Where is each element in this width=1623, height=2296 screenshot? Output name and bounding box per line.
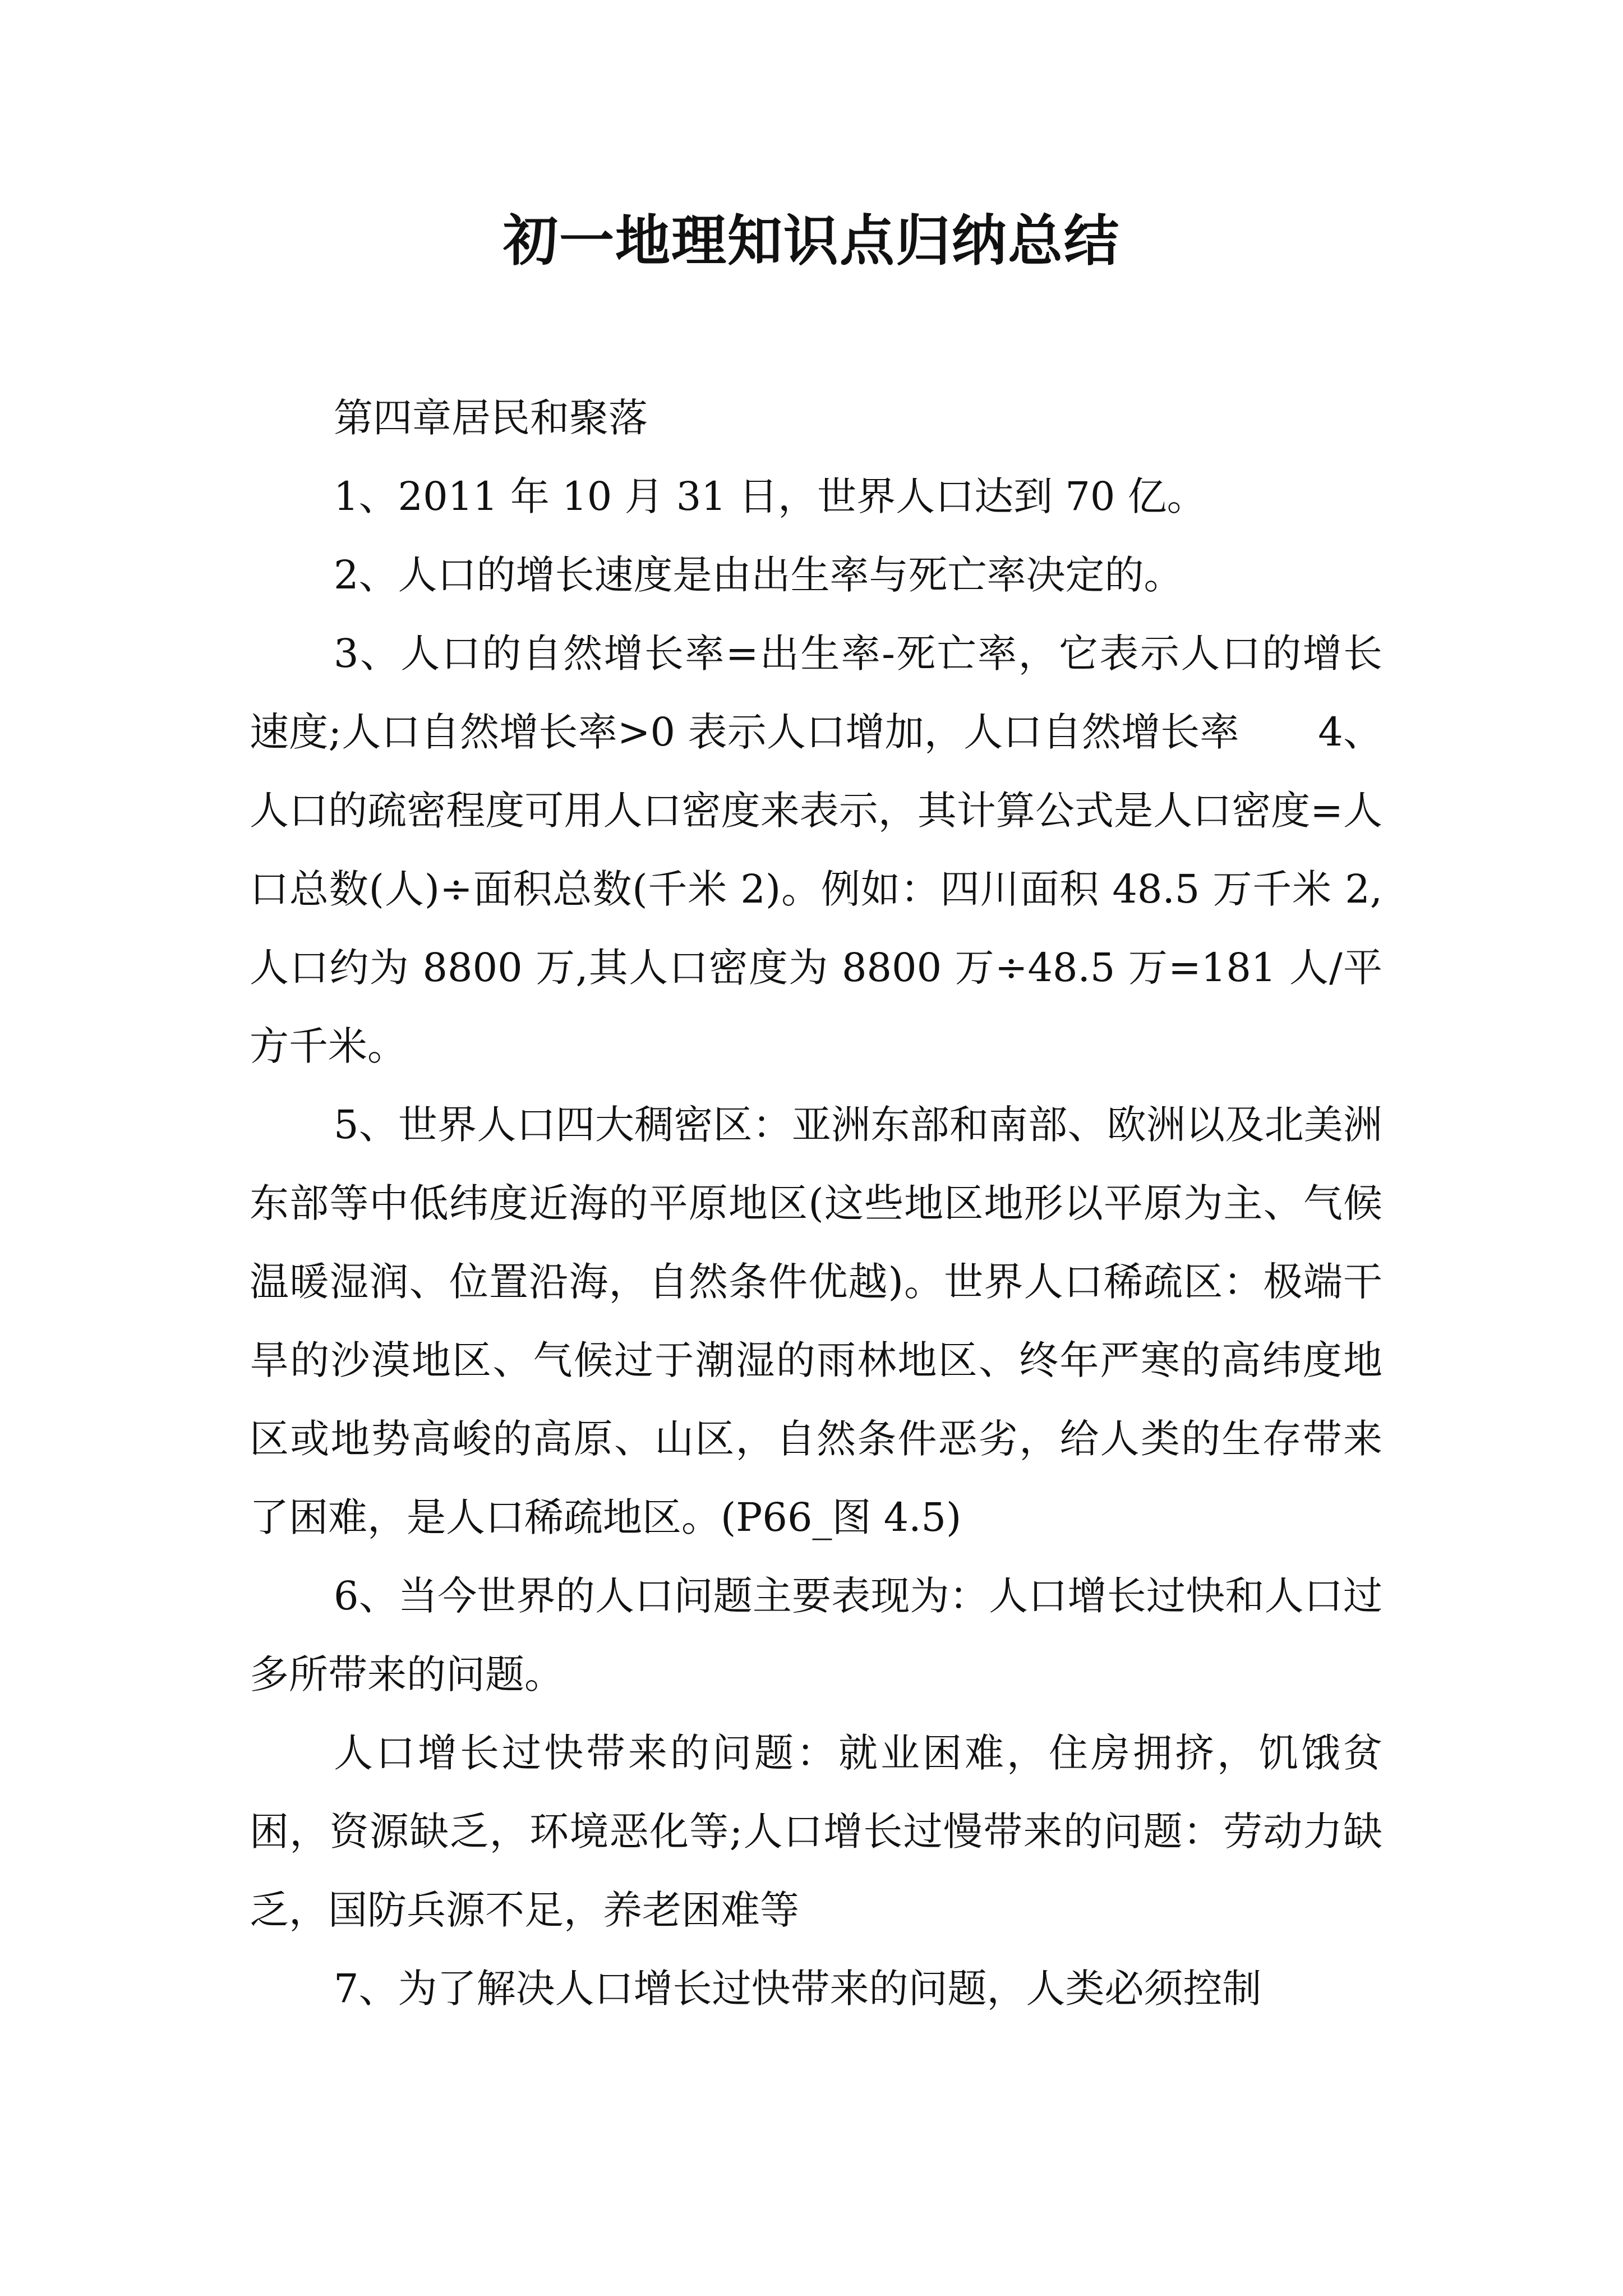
document-title: 初一地理知识点归纳总结 (502, 209, 1120, 273)
paragraph-7: 7、为了解决人口增长过快带来的问题，人类必须控制 (334, 1966, 1262, 2012)
chapter-heading: 第四章居民和聚落 (334, 395, 648, 441)
paragraph-6: 6、当今世界的人口问题主要表现为：人口增长过快和人口过多所带来的问题。 (250, 1573, 1382, 1697)
paragraph-2: 2、人口的增长速度是由出生率与死亡率决定的。 (334, 552, 1183, 598)
document-body (250, 379, 1382, 2028)
paragraph-3: 3、人口的自然增长率=出生率-死亡率，它表示人口的增长速度;人口自然增长率>0 表示人口增加，人口自然增长率 4、人口的疏密程度可用人口密度来表示，其计算公式是人口密度=人口总数(人)÷面积总数(千米 2)。例如：四川面积 48.5 万千米 2,人口约为 8800 万,其人口密度为 8800 万÷48.5 万=181 人/平方千米。 (250, 631, 1382, 1069)
paragraph-5: 5、世界人口四大稠密区：亚洲东部和南部、欧洲以及北美洲东部等中低纬度近海的平原地区(这些地区地形以平原为主、气候温暖湿润、位置沿海，自然条件优越)。世界人口稀疏区：极端干旱的沙漠地区、气候过于潮湿的雨林地区、终年严寒的高纬度地区或地势高峻的高原、山区，自然条件恶劣，给人类的生存带来了困难，是人口稀疏地区。(P66_图 4.5) (250, 1102, 1382, 1540)
paragraph-population-problems: 人口增长过快带来的问题：就业困难，住房拥挤，饥饿贫困，资源缺乏，环境恶化等;人口增长过慢带来的问题：劳动力缺乏，国防兵源不足，养老困难等 (250, 1730, 1382, 1933)
paragraph-1: 1、2011 年 10 月 31 日，世界人口达到 70 亿。 (334, 473, 1206, 519)
